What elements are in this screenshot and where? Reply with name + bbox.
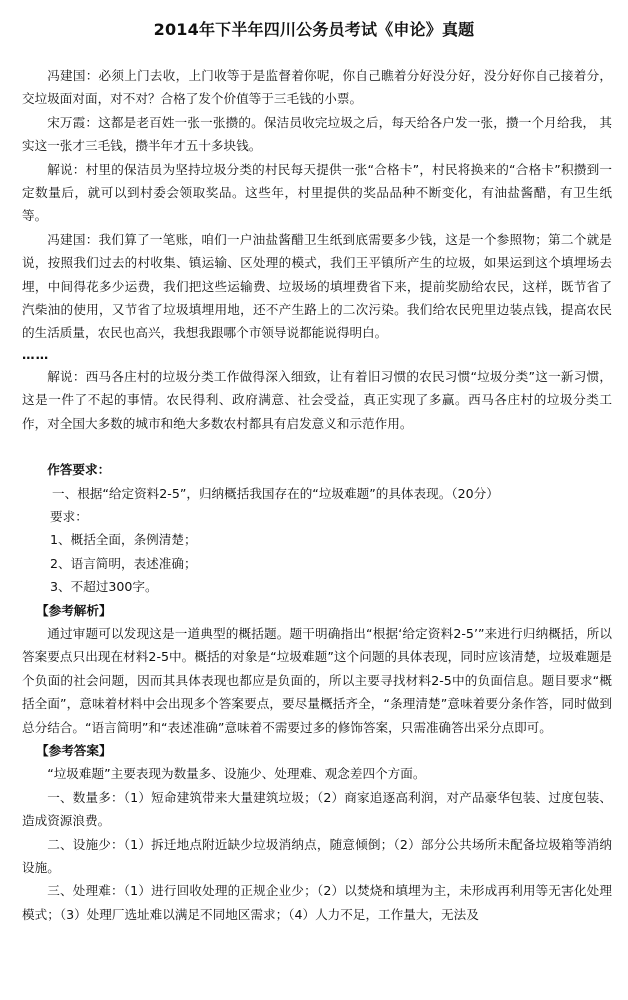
answer-requirements-heading: 作答要求： <box>47 462 111 478</box>
reference-answer-heading: 【参考答案】 <box>36 742 112 758</box>
analysis-text: 通过审题可以发现这是一道典型的概括题。题干明确指出“根据‘给定资料2-5’”来进行归纳概括，所以答案要点只出现在材料2-5中。概括的对象是“垃圾难题”这个问题的具体表现，同时应该清楚，垃圾难题是个负面的社会问题，因而其具体表现也都应是负面的，所以主要寻找材料2-5中的负面信息。题目要求“概括全面”，意味着材料中会出现多个答案要点，要尽量概括齐全，“条理清楚”意味着要分条作答，同时做到总分结合。“语言简明”和“表述准确”意味着不需要过多的修饰答案，只需准确答出采分点即可。 <box>22 625 612 735</box>
document-body <box>22 64 612 926</box>
answer-point: 一、数量多：（1）短命建筑带来大量建筑垃圾；（2）商家追逐高利润，对产品豪华包装、过度包装、造成资源浪费。 <box>22 789 612 829</box>
document-title: 2014年下半年四川公务员考试《申论》真题 <box>153 20 475 39</box>
analysis-heading: 【参考解析】 <box>36 602 112 618</box>
paragraph: 冯建国：必须上门去收，上门收等于是监督着你呢，你自己瞧着分好没分好，没分好你自己接着分，交垃圾面对面，对不对？合格了发个价值等于三毛钱的小票。 <box>22 68 612 107</box>
requirements-label: 要求： <box>50 508 88 524</box>
spacer <box>22 435 612 458</box>
requirement-item: 3、不超过300字。 <box>50 579 158 595</box>
answer-point: 二、设施少：（1）拆迁地点附近缺少垃圾消纳点，随意倾倒；（2）部分公共场所未配备垃圾箱等消纳设施。 <box>22 836 612 875</box>
paragraph: 解说：村里的保洁员为坚持垃圾分类的村民每天提供一张“合格卡”，村民将换来的“合格卡”积攒到一定数量后，就可以到村委会领取奖品。这些年，村里提供的奖品品种不断变化，有油盐酱醋，有卫生纸等。 <box>22 161 612 224</box>
question-text: 一、根据“给定资料2-5”，归纳概括我国存在的“垃圾难题”的具体表现。（20分） <box>52 485 499 501</box>
ellipsis: …… <box>22 346 50 362</box>
closing-paragraph: 解说：西马各庄村的垃圾分类工作做得深入细致，让有着旧习惯的农民习惯“垃圾分类”这一新习惯，这是一件了不起的事情。农民得利、政府满意、社会受益，真正实现了多赢。西马各庄村的垃圾分类工作，对全国大多数的城市和绝大多数农村都具有启发意义和示范作用。 <box>22 368 612 431</box>
answer-point: 三、处理难：（1）进行回收处理的正规企业少；（2）以焚烧和填埋为主，未形成再利用等无害化处理模式；（3）处理厂选址难以满足不同地区需求；（4）人力不足，工作量大，无法及 <box>22 883 612 922</box>
requirement-item: 1、概括全面，条例清楚； <box>50 532 197 548</box>
requirement-item: 2、语言简明，表述准确； <box>50 555 197 571</box>
paragraph: 冯建国：我们算了一笔账，咱们一户油盐酱醋卫生纸到底需要多少钱，这是一个参照物；第二个就是说，按照我们过去的村收集、镇运输、区处理的模式，我们王平镇所产生的垃圾，如果运到这个填埋场去埋，中间得花多少运费，我们把这些运输费、垃圾场的填埋费省下来，提前奖励给农民，这样，既节省了汽柴油的使用，又节省了垃圾填埋用地，还不产生路上的二次污染。我们给农民兜里边装点钱，提高农民的生活质量，农民也高兴，我想我跟哪个市领导说都能说得明白。 <box>22 231 612 341</box>
paragraph: 宋万霞：这都是老百姓一张一张攒的。保洁员收完垃圾之后，每天给各户发一张，攒一个月给我， 其实这一张才三毛钱，攒半年才五十多块钱。 <box>22 114 612 154</box>
reference-answer-intro: “垃圾难题”主要表现为数量多、设施少、处理难、观念差四个方面。 <box>47 766 426 782</box>
